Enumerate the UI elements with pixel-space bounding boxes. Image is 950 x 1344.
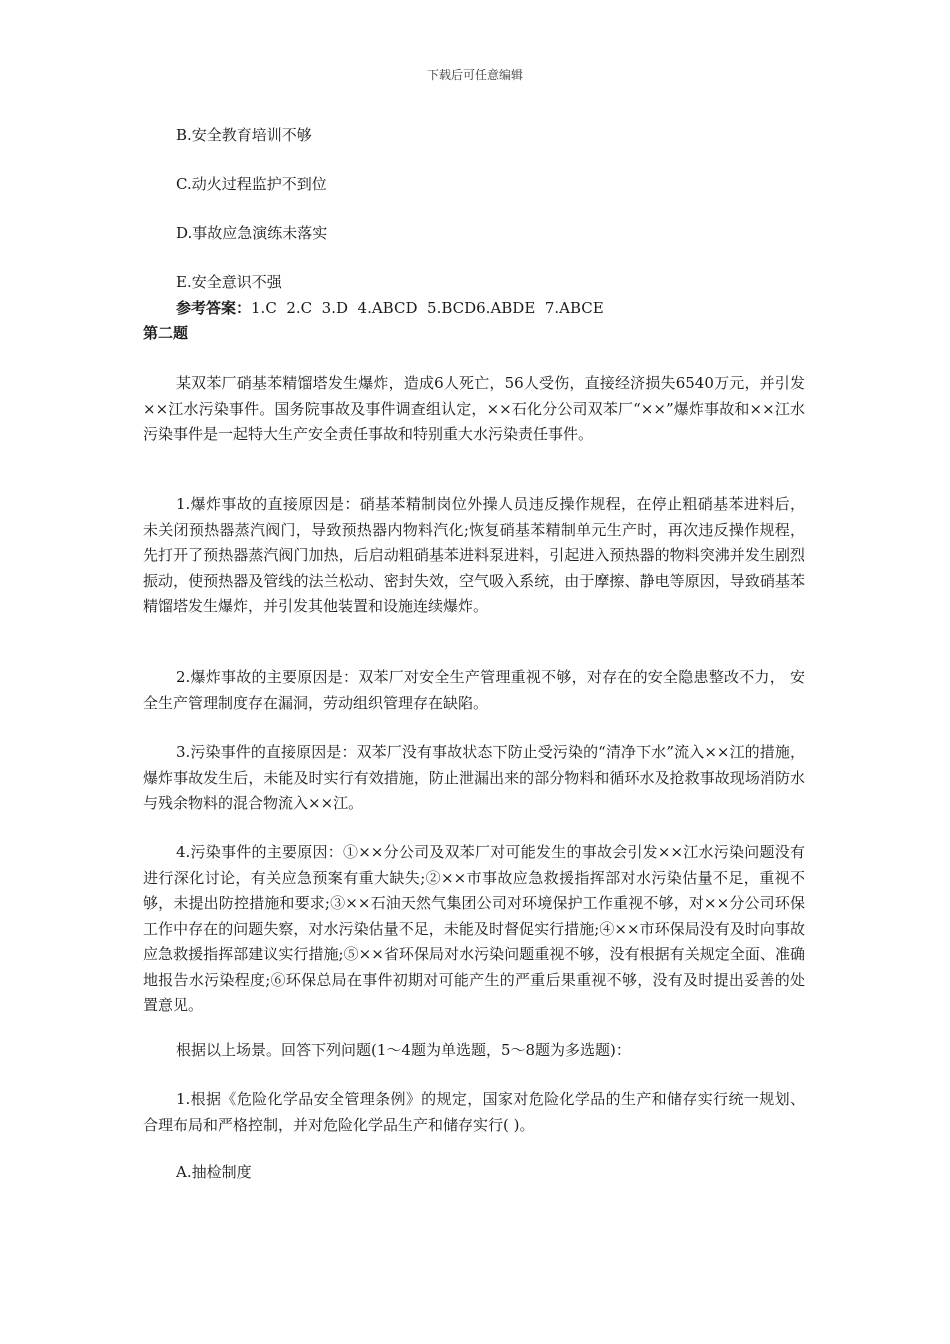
answer-label: 参考答案： (176, 299, 252, 317)
paragraph-cause-2: 2.爆炸事故的主要原因是：双苯厂对安全生产管理重视不够，对存在的安全隐患整改不力， 安全生产管理制度存在漏洞，劳动组织管理存在缺陷。 (143, 668, 805, 712)
option-e: E.安全意识不强 (176, 273, 282, 291)
paragraph-intro: 某双苯厂硝基苯精馏塔发生爆炸，造成6人死亡，56人受伤，直接经济损失6540万元，并引发××江水污染事件。国务院事故及事件调查组认定，××石化分公司双苯厂“××”爆炸事故和××江水污染事件是一起特大生产安全责任事故和特别重大水污染责任事件。 (143, 374, 805, 443)
section-title: 第二题 (143, 324, 189, 342)
paragraph-cause-1: 1.爆炸事故的直接原因是：硝基苯精制岗位外操人员违反操作规程，在停止粗硝基苯进料后，未关闭预热器蒸汽阀门，导致预热器内物料汽化;恢复硝基苯精制单元生产时，再次违反操作规程，先打开了预热器蒸汽阀门加热，后启动粗硝基苯进料泵进料，引起进入预热器的物料突沸并发生剧烈振动，使预热器及管线的法兰松动、密封失效，空气吸入系统，由于摩擦、静电等原因，导致硝基苯精馏塔发生爆炸，并引发其他装置和设施连续爆炸。 (143, 495, 805, 615)
paragraph-instructions: 根据以上场景。回答下列问题(1～4题为单选题，5～8题为多选题)： (176, 1041, 631, 1059)
paragraph-cause-3: 3.污染事件的直接原因是：双苯厂没有事故状态下防止受污染的“清净下水”流入××江的措施，爆炸事故发生后，未能及时实行有效措施，防止泄漏出来的部分物料和循环水及抢救事故现场消防水与残余物料的混合物流入××江。 (143, 743, 805, 812)
page-header: 下载后可任意编辑 (426, 68, 523, 82)
paragraph-cause-4: 4.污染事件的主要原因：①××分公司及双苯厂对可能发生的事故会引发××江水污染问题没有进行深化讨论，有关应急预案有重大缺失;②××市事故应急救援指挥部对水污染估量不足，重视不够，未提出防控措施和要求;③××石油天然气集团公司对环境保护工作重视不够，对××分公司环保工作中存在的问题失察，对水污染估量不足，未能及时督促实行措施;④××市环保局没有及时向事故应急救援指挥部建议实行措施;⑤××省环保局对水污染问题重视不够，没有根据有关规定全面、准确地报告水污染程度;⑥环保总局在事件初期对可能产生的严重后果重视不够，没有及时提出妥善的处置意见。 (143, 843, 805, 1014)
option-c: C.动火过程监护不到位 (176, 175, 327, 193)
question-1: 1.根据《危险化学品安全管理条例》的规定，国家对危险化学品的生产和储存实行统一规划、合理布局和严格控制，并对危险化学品生产和储存实行( )。 (143, 1090, 805, 1134)
option-d: D.事故应急演练未落实 (176, 224, 328, 242)
answer-text: 1.C 2.C 3.D 4.ABCD 5.BCD6.ABDE 7.ABCE (251, 299, 604, 317)
answer-line (143, 296, 604, 321)
option-b: B.安全教育培训不够 (176, 126, 312, 144)
option-a: A.抽检制度 (176, 1163, 252, 1181)
